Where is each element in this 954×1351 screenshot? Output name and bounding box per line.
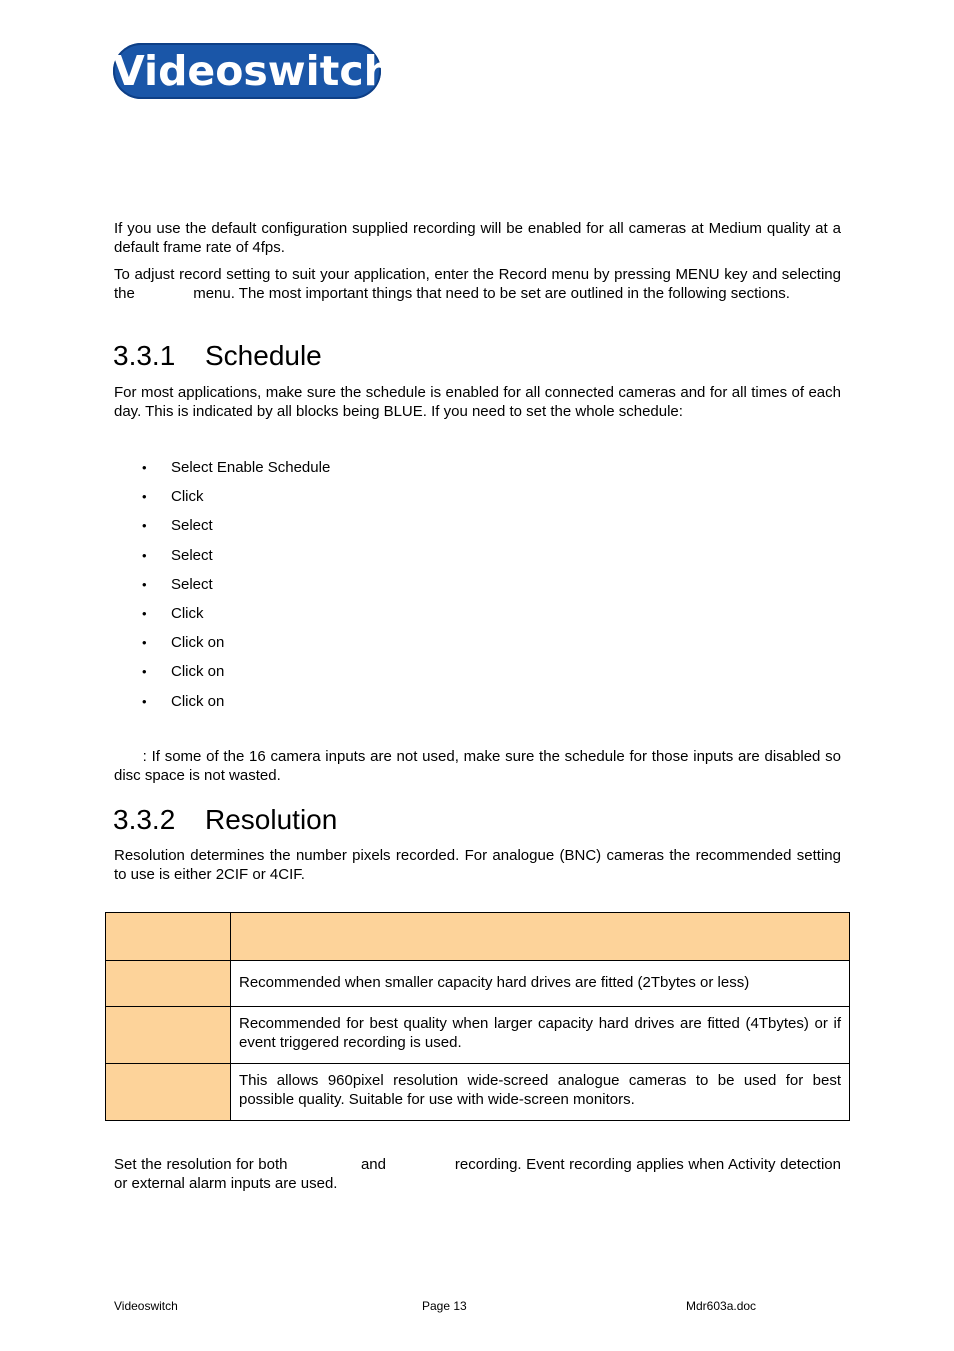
schedule-steps-list xyxy=(140,458,330,721)
bullet-icon: • xyxy=(142,547,147,563)
table-description-cell: Recommended when smaller capacity hard drives are fitted (2Tbytes or less) xyxy=(231,961,850,1007)
bullet-icon: • xyxy=(142,489,147,505)
list-item: • Click on xyxy=(142,663,225,681)
list-item: • Click xyxy=(142,604,204,622)
footer-filename: Mdr603a.doc xyxy=(686,1299,757,1313)
table-key-cell xyxy=(106,1007,231,1064)
bullet-icon: • xyxy=(142,518,147,534)
schedule-paragraph: For most applications, make sure the schedule is enabled for all connected cameras and for all times of each day. This is indicated by all blocks being BLUE. If you need to set the whole schedule: xyxy=(114,384,841,420)
list-item: • Click on xyxy=(142,634,225,652)
resolution-table xyxy=(105,912,850,1121)
table-key-cell xyxy=(106,1064,231,1121)
bullet-icon: • xyxy=(142,605,147,621)
videoswitch-logo xyxy=(113,43,393,99)
list-item: • Select xyxy=(142,546,213,564)
list-item: • Click on xyxy=(142,692,225,710)
bullet-icon: • xyxy=(142,576,147,592)
resolution-closing-paragraph: Set the resolution for both and recording. Event recording applies when Activity detection or external alarm inputs are used. xyxy=(114,1156,841,1192)
list-item: • Click xyxy=(142,488,204,506)
bullet-icon: • xyxy=(142,664,147,680)
list-item: • Select xyxy=(142,517,213,535)
intro-paragraph-1: If you use the default configuration supplied recording will be enabled for all cameras at Medium quality at a default frame rate of 4fps. xyxy=(114,220,841,256)
table-header-cell xyxy=(231,913,850,961)
footer-page-number: Page 13 xyxy=(422,1299,467,1313)
footer-company: Videoswitch xyxy=(114,1299,178,1313)
intro-paragraph-2: To adjust record setting to suit your application, enter the Record menu by pressing MENU key and selecting the menu. The most important things that need to be set are outlined in the following sections. xyxy=(114,266,841,302)
table-row xyxy=(106,1064,850,1121)
table-row xyxy=(106,1007,850,1064)
schedule-heading xyxy=(113,340,322,372)
schedule-section-number: 3.3.1 xyxy=(113,340,176,371)
list-item: • Select xyxy=(142,575,213,593)
bullet-icon: • xyxy=(142,460,147,475)
resolution-section-number: 3.3.2 xyxy=(113,804,176,835)
table-row xyxy=(106,961,850,1007)
resolution-section-title: Resolution xyxy=(205,804,338,835)
table-header-cell xyxy=(106,913,231,961)
list-item: • Select Enable Schedule xyxy=(142,459,331,476)
table-description-cell: This allows 960pixel resolution wide-screed analogue cameras to be used for best possible quality. Suitable for use with wide-screen monitors. xyxy=(231,1064,850,1121)
table-description-cell: Recommended for best quality when larger capacity hard drives are fitted (4Tbytes) or if event triggered recording is used. xyxy=(231,1007,850,1064)
resolution-paragraph: Resolution determines the number pixels recorded. For analogue (BNC) cameras the recommended setting to use is either 2CIF or 4CIF. xyxy=(114,847,841,883)
bullet-icon: • xyxy=(142,693,147,709)
bullet-icon: • xyxy=(142,635,147,651)
schedule-section-title: Schedule xyxy=(205,340,322,371)
resolution-heading xyxy=(113,804,337,836)
logo-text: Videoswitch xyxy=(113,47,393,95)
table-header-row xyxy=(106,913,850,961)
table-key-cell xyxy=(106,961,231,1007)
schedule-note: : If some of the 16 camera inputs are not used, make sure the schedule for those inputs are disabled so disc space is not wasted. xyxy=(114,748,841,784)
